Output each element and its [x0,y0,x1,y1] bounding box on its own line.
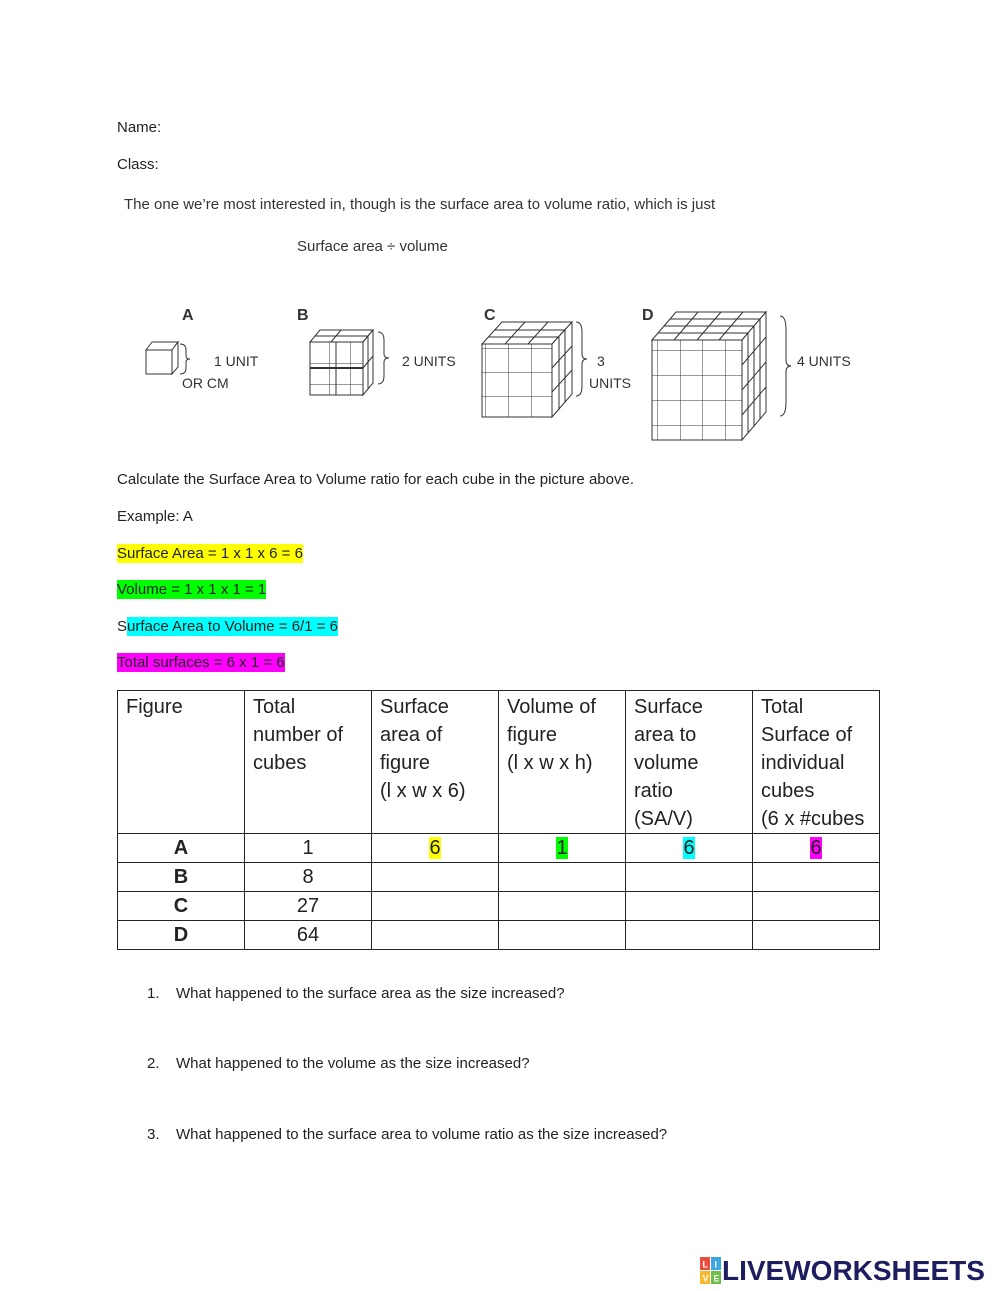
cell-ratio-value: 6 [683,836,695,859]
header-line: cubes [761,780,815,802]
header-volume [499,691,626,834]
header-line: (l x w x 6) [380,780,466,802]
question-1 [147,985,565,1002]
cell-volume[interactable] [499,921,626,950]
cell-total-surface-value: 6 [810,836,822,859]
logo-letter: V [702,1273,709,1284]
header-total-surface [753,691,880,834]
logo-letter: L [702,1259,708,1270]
data-table [117,690,880,950]
cell-ratio[interactable] [626,863,753,892]
cube-d [642,307,851,440]
question-number: 2. [147,1055,160,1072]
header-line: Figure [126,696,183,718]
cell-total-cubes: 64 [245,921,372,950]
header-line: Surface [634,696,703,718]
table-row-b [118,863,880,892]
header-line: cubes [253,752,307,774]
cell-volume[interactable] [499,834,626,863]
brand-name: LIVEWORKSHEETS [722,1255,985,1286]
liveworksheets-logo-icon [700,1257,722,1285]
question-2 [147,1055,530,1072]
cell-figure: D [118,921,245,950]
cube-c-label-2: UNITS [589,375,631,391]
header-line: volume [634,752,699,774]
table-row-c [118,892,880,921]
table-header-row [118,691,880,834]
cell-surface-area[interactable] [372,921,499,950]
cell-surface-area[interactable] [372,863,499,892]
header-line: (l x w x h) [507,752,593,774]
header-ratio [626,691,753,834]
instructions: Calculate the Surface Area to Volume ratio for each cube in the picture above. [117,471,634,488]
header-line: Total [253,696,296,718]
header-line: (SA/V) [634,808,693,830]
example-total-surfaces: Total surfaces = 6 x 1 = 6 [117,654,285,671]
cell-volume[interactable] [499,892,626,921]
cell-surface-area-value: 6 [429,836,441,859]
cell-total-surface[interactable] [753,921,880,950]
cell-total-surface[interactable] [753,834,880,863]
cell-total-cubes: 1 [245,834,372,863]
cell-surface-area[interactable] [372,834,499,863]
example-ratio-prefix: S [117,618,128,635]
header-line: number of [253,724,344,746]
cell-figure: C [118,892,245,921]
header-line: individual [761,752,845,774]
cube-c-label-1: 3 [597,353,605,369]
liveworksheets-brand[interactable] [700,1255,985,1287]
cell-volume-value: 1 [556,836,568,859]
header-line: Surface [380,696,449,718]
header-line: ratio [634,780,673,802]
header-line: figure [380,752,431,774]
class-label: Class: [117,156,159,173]
cube-b-label: 2 UNITS [402,353,456,369]
cell-total-cubes: 8 [245,863,372,892]
name-label: Name: [117,119,162,136]
header-figure [118,691,245,834]
question-number: 1. [147,985,160,1002]
cube-b-letter: B [297,307,309,324]
header-surface-area [372,691,499,834]
cube-d-label: 4 UNITS [797,353,851,369]
cube-c [482,307,631,417]
cell-figure: A [118,834,245,863]
cell-ratio[interactable] [626,834,753,863]
header-line: Surface of [761,724,853,746]
logo-letter: E [713,1273,720,1284]
cube-a-label-1: 1 UNIT [214,353,259,369]
cell-volume[interactable] [499,863,626,892]
cell-total-cubes: 27 [245,892,372,921]
cell-ratio[interactable] [626,892,753,921]
intro-text: The one we’re most interested in, though is the surface area to volume ratio, which is just [124,196,716,213]
logo-letter: I [714,1259,718,1270]
cube-a-letter: A [182,307,194,324]
question-text: What happened to the surface area to volume ratio as the size increased? [176,1126,668,1143]
header-line: (6 x #cubes [761,808,865,830]
cube-d-letter: D [642,307,654,324]
cube-figure [140,300,870,450]
example-ratio [117,618,338,635]
header-line: Total [761,696,804,718]
example-title: Example: A [117,508,193,525]
header-line: Volume of [507,696,596,718]
cube-c-letter: C [484,307,496,324]
question-3 [147,1126,667,1143]
cell-surface-area[interactable] [372,892,499,921]
cube-a-label-2: OR CM [182,375,229,391]
question-text: What happened to the surface area as the size increased? [176,985,565,1002]
question-text: What happened to the volume as the size increased? [176,1055,530,1072]
cube-a [146,307,259,391]
header-line: figure [507,724,558,746]
example-surface-area: Surface Area = 1 x 1 x 6 = 6 [117,545,303,562]
table-row-d [118,921,880,950]
formula-text: Surface area ÷ volume [297,238,448,255]
cell-figure: B [118,863,245,892]
table-row-a [118,834,880,863]
cell-total-surface[interactable] [753,892,880,921]
example-volume: Volume = 1 x 1 x 1 = 1 [117,581,267,598]
example-ratio-rest: urface Area to Volume = 6/1 = 6 [127,618,338,635]
header-line: area to [634,724,697,746]
cell-ratio[interactable] [626,921,753,950]
header-total-cubes [245,691,372,834]
cell-total-surface[interactable] [753,863,880,892]
header-line: area of [380,724,443,746]
question-number: 3. [147,1126,160,1143]
cube-b [297,307,456,395]
